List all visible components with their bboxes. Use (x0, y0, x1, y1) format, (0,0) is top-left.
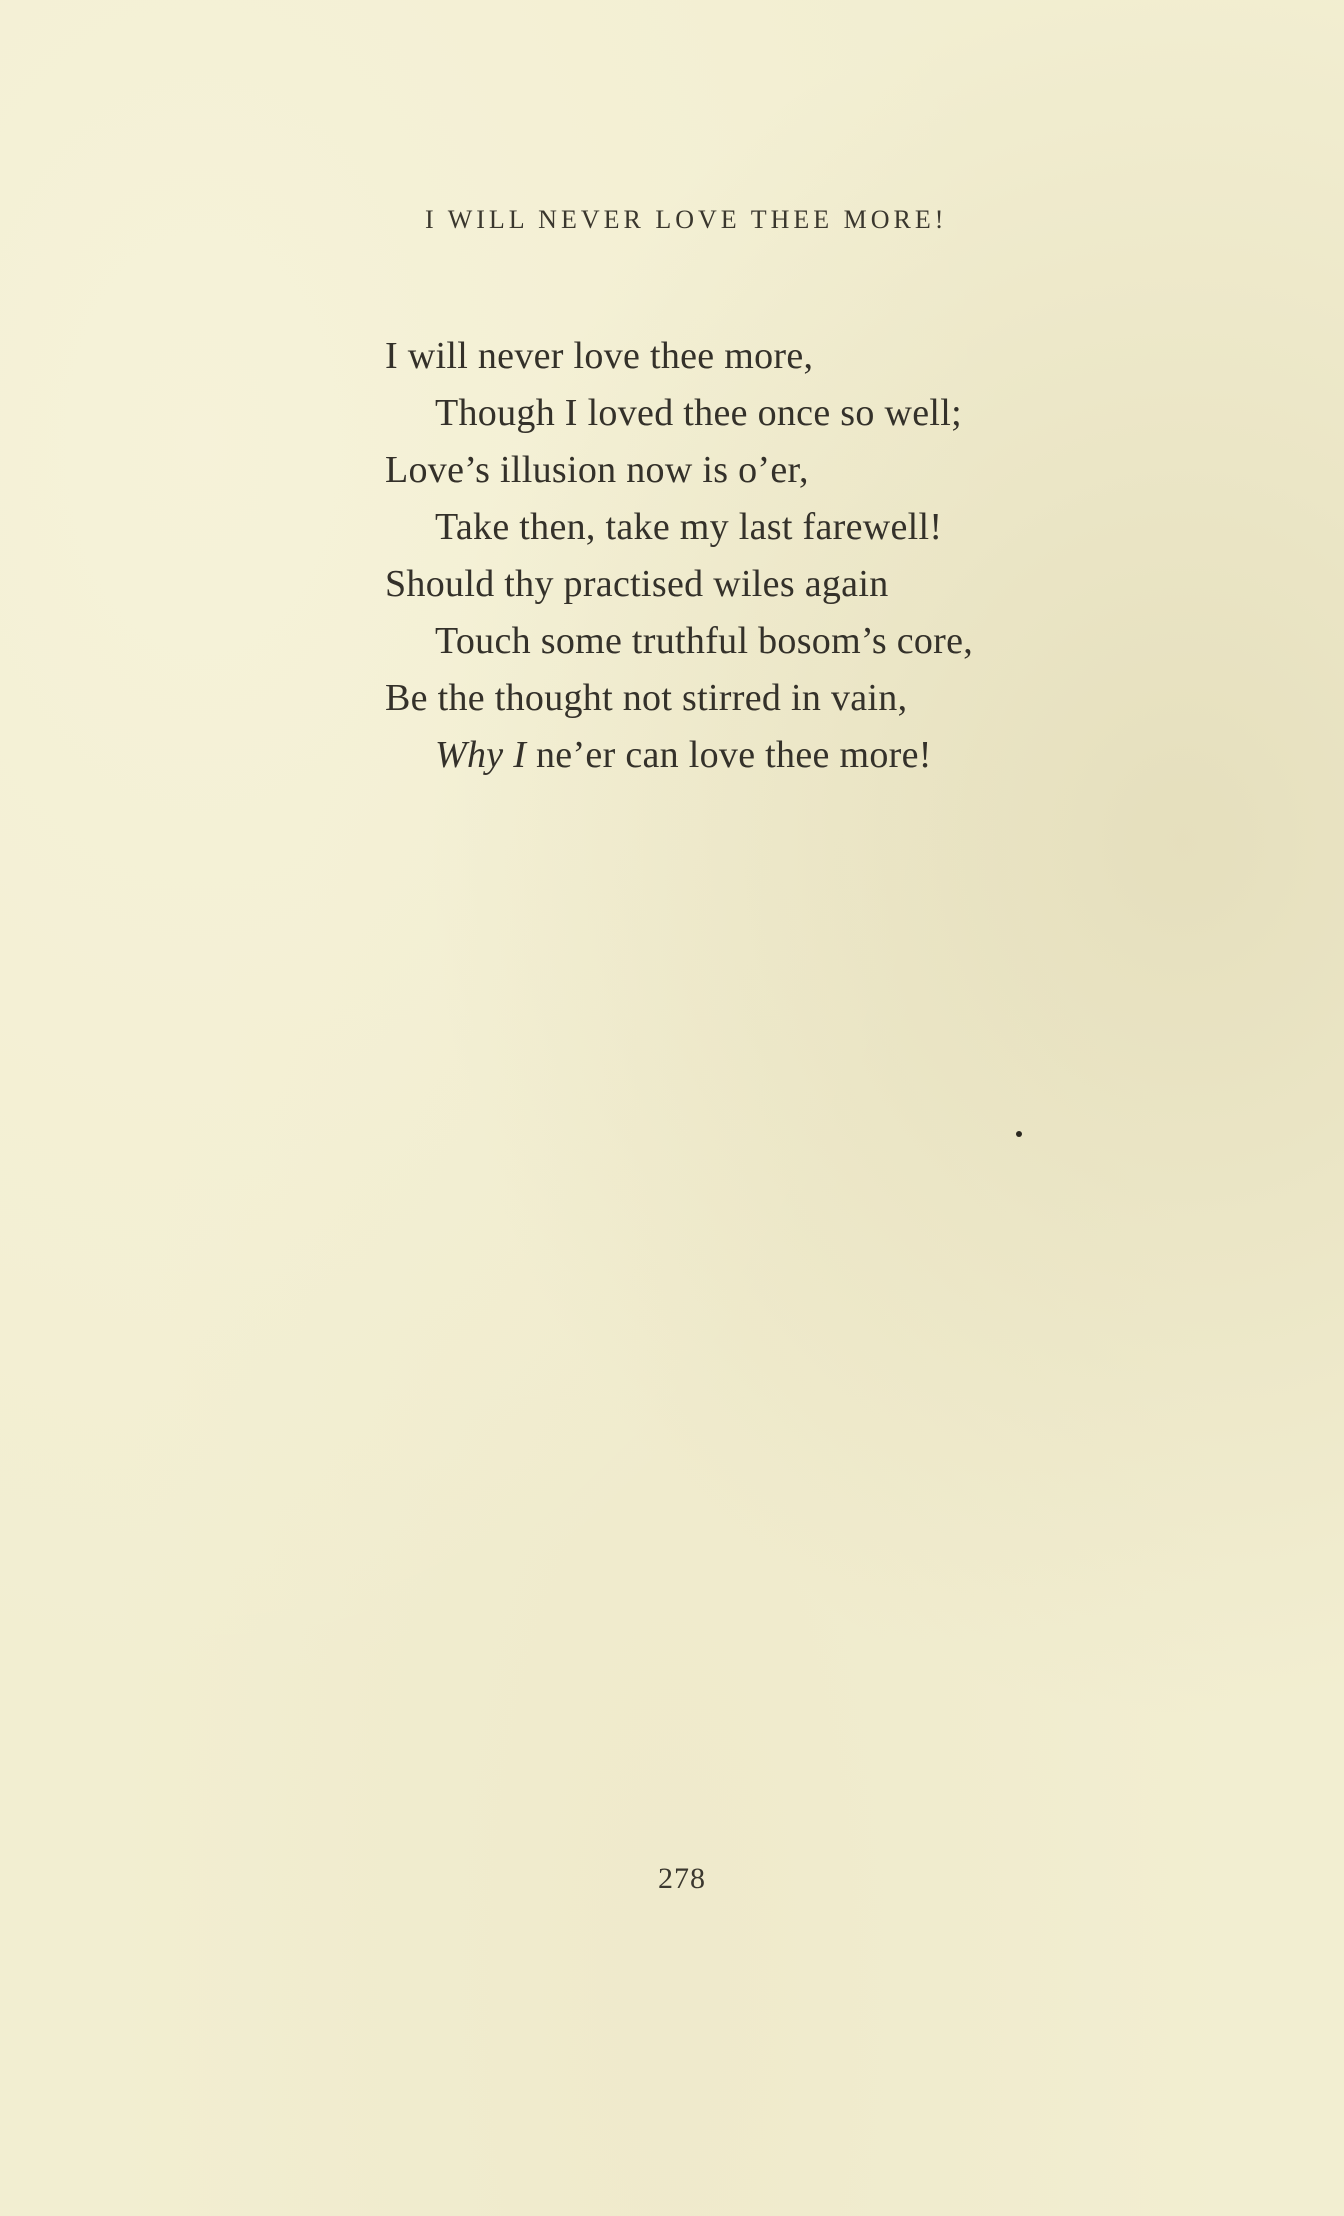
poem-last-line-rest: ne’er can love thee more! (526, 734, 932, 776)
poem-last-line (385, 727, 1185, 784)
poem-line: I will never love thee more, (385, 335, 814, 377)
poem (385, 328, 1185, 784)
poem-line: Be the thought not stirred in vain, (385, 677, 908, 719)
ink-speck (1016, 1131, 1022, 1137)
poem-line: Touch some truthful bosom’s core, (435, 620, 974, 662)
poem-line: Love’s illusion now is o’er, (385, 449, 809, 491)
poem-line: Should thy practised wiles again (385, 563, 889, 605)
page-number: 278 (658, 1862, 706, 1895)
poem-italic-emphasis: Why I (435, 734, 527, 776)
running-title: I WILL NEVER LOVE THEE MORE! (425, 205, 948, 234)
poem-line: Though I loved thee once so well; (435, 392, 962, 434)
poem-line: Take then, take my last farewell! (435, 506, 943, 548)
